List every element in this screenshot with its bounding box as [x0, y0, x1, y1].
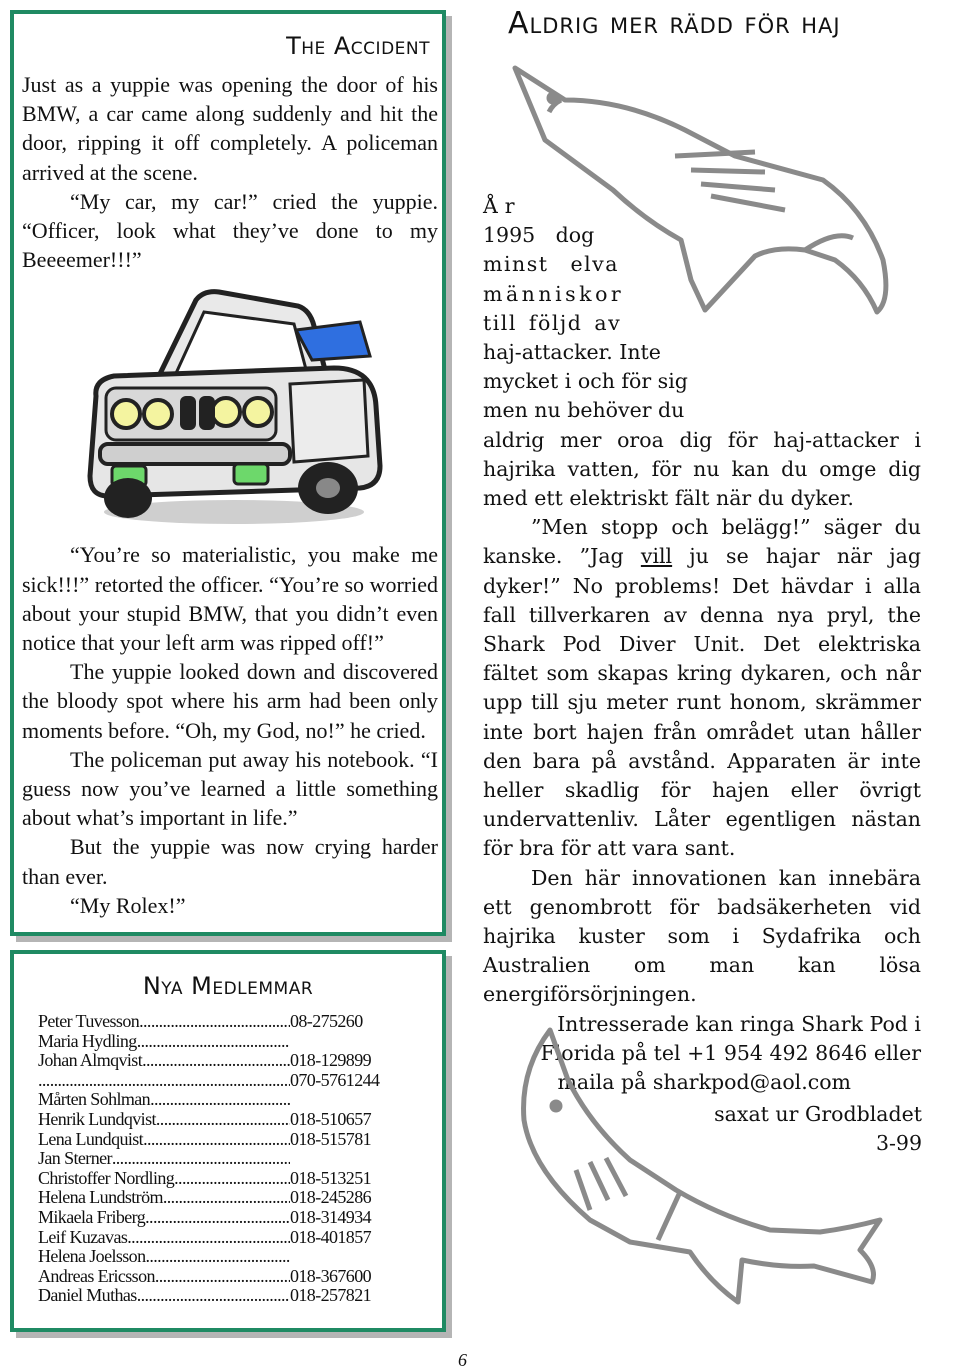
leader-dots: [127, 1228, 290, 1248]
accident-text: [22, 70, 438, 920]
accident-paragraph: “My Rolex!”: [70, 892, 186, 918]
leader-dots: [150, 1090, 290, 1110]
members-box: [10, 950, 446, 1332]
intro-line: till följd av: [483, 310, 622, 335]
car-illustration: [22, 276, 438, 534]
members-list: [38, 1012, 384, 1306]
intro-line: mycket i och för sig: [483, 369, 688, 394]
shark-article-title: Aldrig mer rädd för haj: [508, 6, 841, 41]
shark-intro: [483, 192, 723, 426]
accident-box: [10, 10, 446, 936]
accident-title: The Accident: [286, 32, 430, 60]
page-number: 6: [458, 1350, 467, 1370]
member-phone: [290, 1149, 384, 1169]
member-row: [38, 1149, 384, 1169]
member-row: [38, 1071, 384, 1091]
contact-line: Intresserade kan ringa Shark Pod i: [557, 1011, 921, 1036]
intro-line: människor: [483, 281, 625, 306]
leader-dots: [143, 1130, 290, 1150]
leader-dots: [137, 1286, 290, 1306]
member-phone: 018-513251: [290, 1167, 371, 1188]
accident-paragraph: Just as a yuppie was opening the door of his BMW, a car came along suddenly and hit the door, ripping it off completely. A policeman arrived at the scene.: [22, 72, 438, 185]
member-row: [38, 1130, 384, 1150]
leader-dots: [145, 1247, 290, 1267]
member-name: Daniel Muthas: [38, 1285, 137, 1306]
leader-dots: [155, 1267, 290, 1287]
member-name: Andreas Ericsson: [38, 1265, 155, 1286]
member-name: Jan Sterner: [38, 1148, 112, 1169]
shark-paragraph: [483, 513, 921, 863]
intro-line: haj-attacker. Inte: [483, 340, 661, 365]
underlined-word: vill: [640, 544, 673, 569]
member-name: Johan Almqvist: [38, 1050, 143, 1071]
member-phone: 018-401857: [290, 1226, 371, 1247]
intro-line: 1995 dog: [483, 223, 595, 248]
accident-paragraph: The yuppie looked down and discovered the bloody spot where his arm had been only moments before. “Oh, my God, no!” he cried.: [22, 659, 438, 743]
member-phone: [290, 1090, 384, 1110]
leader-dots: [38, 1071, 290, 1091]
member-phone: 018-314934: [290, 1206, 371, 1227]
member-row: [38, 1228, 384, 1248]
contact-line: maila på sharkpod@aol.com: [557, 1070, 851, 1095]
member-row: [38, 1286, 384, 1306]
source-line: saxat ur Grodbladet: [714, 1102, 922, 1126]
leader-dots: [145, 1208, 290, 1228]
member-name: Christoffer Nordling: [38, 1167, 175, 1188]
shark-paragraph: Den här innovationen kan innebära ett genombrott för badsäkerheten vid hajrika kuster som i Sydafrika och Australien om man kan lösa energiförsörjningen.: [483, 865, 921, 1007]
member-name: Maria Hydling: [38, 1030, 137, 1051]
leader-dots: [174, 1169, 290, 1189]
member-name: Mårten Sohlman: [38, 1089, 151, 1110]
member-name: Helena Joelsson: [38, 1246, 146, 1267]
leader-dots: [112, 1149, 290, 1169]
member-row: [38, 1208, 384, 1228]
member-row: [38, 1090, 384, 1110]
text-span: ”Men stopp och belägg!” säger du kanske. ”Jag: [483, 515, 921, 569]
source-line: 3-99: [875, 1131, 922, 1156]
member-phone: [290, 1247, 384, 1267]
contact-line: Florida på tel +1 954 492 8646 eller: [540, 1040, 921, 1065]
intro-line: År: [483, 194, 522, 218]
leader-dots: [163, 1188, 290, 1208]
cartoon-car-icon: [84, 276, 384, 534]
member-name: Mikaela Friberg: [38, 1206, 146, 1227]
shark-bottom-icon: [480, 1020, 890, 1310]
leader-dots: [156, 1110, 290, 1130]
shark-article-text: [483, 192, 921, 1097]
accident-paragraph: But the yuppie was now crying harder than ever.: [22, 834, 438, 889]
member-row: [38, 1247, 384, 1267]
member-row: [38, 1169, 384, 1189]
member-row: [38, 1012, 384, 1032]
member-row: [38, 1032, 384, 1052]
leader-dots: [142, 1051, 290, 1071]
member-row: [38, 1051, 384, 1071]
member-name: Peter Tuvesson: [38, 1011, 140, 1031]
member-phone: 070-5761244: [290, 1069, 380, 1090]
member-phone: 08-275260: [290, 1011, 363, 1031]
leader-dots: [139, 1012, 290, 1032]
member-phone: 018-515781: [290, 1128, 371, 1149]
member-row: [38, 1267, 384, 1287]
text-span: ju se hajar när jag dyker!” No problems! Det hävdar i alla fall tillverkaren av denna nya pryl, the Shark Pod Diver Unit. Det elektriska fältet som skapas kring dykaren, och når upp till sju meter runt honom, skrämmer inte bort hajen från området utan håller den bara på avstånd. Apparaten är inte heller skadlig för hajen eller övrigt undervattenliv. Låter egentligen nästan för bra för att vara sant.: [483, 544, 921, 861]
member-name: Henrik Lundqvist: [38, 1108, 156, 1129]
member-phone: 018-367600: [290, 1265, 371, 1286]
intro-line: minst elva: [483, 252, 619, 277]
accident-paragraph: The policeman put away his notebook. “I guess now you’ve learned a little something about what’s important in life.”: [22, 746, 438, 831]
member-phone: 018-245286: [290, 1187, 371, 1208]
member-phone: 018-129899: [290, 1050, 371, 1071]
member-row: [38, 1110, 384, 1130]
source-credit: [662, 1100, 922, 1158]
member-name: Lena Lundquist: [38, 1128, 144, 1149]
member-phone: 018-257821: [290, 1285, 371, 1306]
accident-paragraph: “My car, my car!” cried the yuppie. “Officer, look what they’ve done to my Beeeemer!!!”: [22, 188, 438, 273]
member-name: Leif Kuzavas: [38, 1226, 128, 1247]
members-title: Nya Medlemmar: [142, 972, 314, 1000]
leader-dots: [137, 1032, 290, 1052]
member-phone: 018-510657: [290, 1108, 371, 1129]
member-name: Helena Lundström: [38, 1187, 163, 1208]
intro-line: men nu behöver du: [483, 398, 685, 423]
shark-paragraph: aldrig mer oroa dig för haj-attacker i hajrika vatten, för nu kan du omge dig med ett elektriskt fält när du dyker.: [483, 427, 921, 511]
accident-paragraph: “You’re so materialistic, you make me sick!!!” retorted the officer. “You’re so worried about your stupid BMW, that you didn’t even notice that your left arm was ripped off!”: [22, 542, 438, 656]
member-phone: [290, 1032, 384, 1052]
member-row: [38, 1188, 384, 1208]
